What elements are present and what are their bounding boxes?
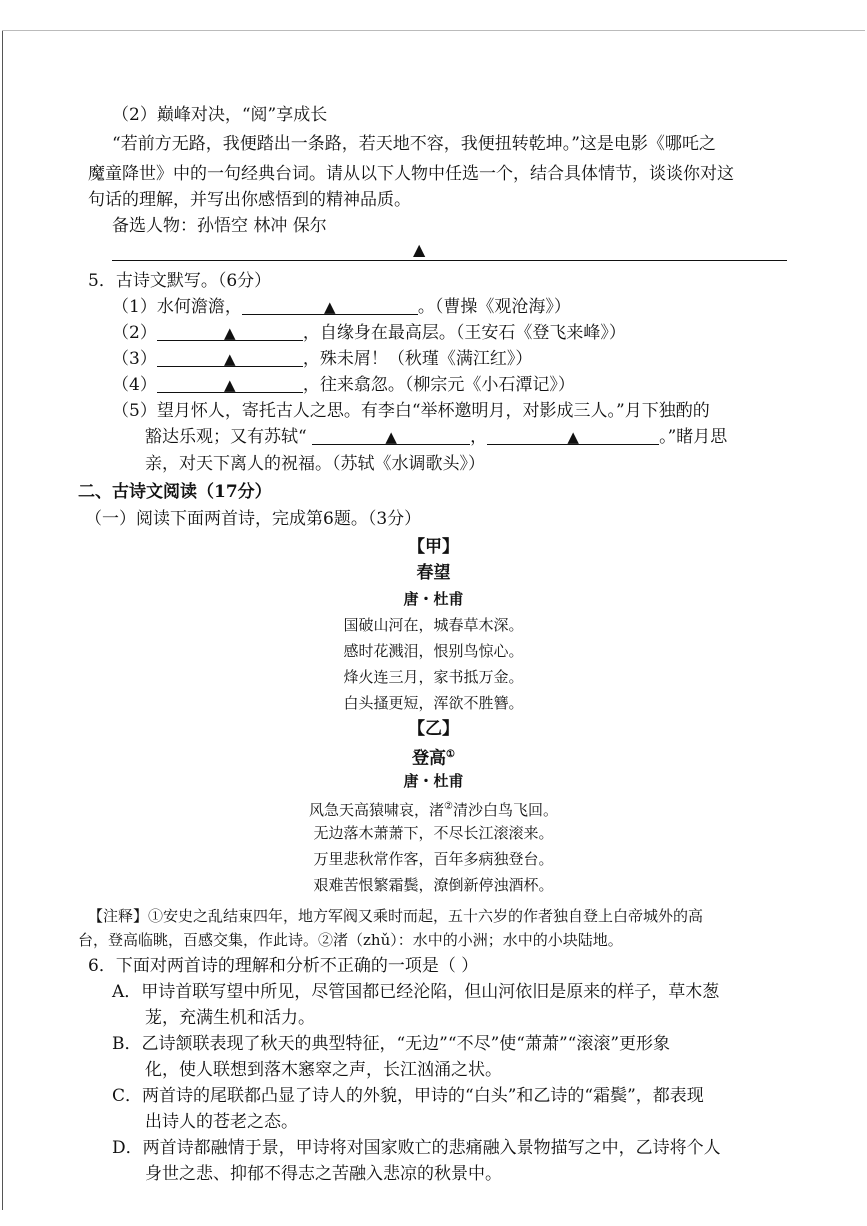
- item-number: （1）: [112, 297, 157, 317]
- fill-blank[interactable]: [157, 322, 303, 341]
- option-line[interactable]: A．甲诗首联写望中所见，尽管国都已经沦陷，但山河依旧是原来的样子，草木葱: [112, 982, 720, 1002]
- poem-line: 白头搔更短，浑欲不胜簪。: [343, 694, 524, 712]
- blank-marker: ▲: [567, 428, 579, 446]
- item-text: 水何澹澹，: [156, 297, 242, 317]
- fill-blank[interactable]: [312, 426, 470, 445]
- q6-stem: 6．下面对两首诗的理解和分析不正确的一项是（ ）: [88, 956, 479, 976]
- answer-line[interactable]: [112, 260, 787, 261]
- poem-title: 春望: [416, 563, 451, 583]
- poem-line: 烽火连三月，家书抵万金。: [343, 668, 524, 686]
- item-number: （3）: [112, 349, 157, 369]
- footnote-marker: ②: [444, 801, 453, 812]
- blank-marker: ▲: [324, 298, 336, 316]
- q5-item: [112, 374, 575, 396]
- q4-part2-title: （2）巅峰对决，“阅”享成长: [112, 105, 328, 125]
- q5-item: [112, 348, 532, 370]
- poem-line: [0, 796, 867, 821]
- notes-line: 台，登高临眺，百感交集，作此诗。②渚（zhǔ）：水中的小洲；水中的小块陆地。: [78, 931, 623, 949]
- poem-line: 无边落木萧萧下，不尽长江滚滚来。: [313, 824, 554, 842]
- poem-author: 唐・杜甫: [403, 590, 464, 608]
- q5-title: 5．古诗文默写。（6分）: [88, 271, 272, 291]
- fill-blank[interactable]: [157, 374, 303, 393]
- poem-line: 国破山河在，城春草木深。: [343, 616, 524, 634]
- poem-text: 清沙白鸟飞回。: [452, 801, 558, 819]
- poem-line: 感时花溅泪，恨别鸟惊心。: [343, 642, 524, 660]
- q4-candidates: 备选人物：孙悟空 林冲 保尔: [112, 216, 327, 236]
- poem-label: 【乙】: [408, 719, 459, 739]
- q4-prompt-line: “若前方无路，我便踏出一条路，若天地不容，我便扭转乾坤。”这是电影《哪吒之: [112, 134, 716, 154]
- blank-marker: ▲: [224, 376, 236, 394]
- q5-item: [112, 322, 626, 344]
- item-text: ，殊未屑！（秋瑾《满江红》）: [302, 349, 533, 369]
- fill-blank[interactable]: [487, 426, 659, 445]
- poem-text: 风急天高猿啸哀，渚: [309, 801, 445, 819]
- blank-marker: ▲: [385, 428, 397, 446]
- q5-item: [112, 296, 571, 318]
- poem-line: 艰难苦恨繁霜鬓，潦倒新停浊酒杯。: [313, 876, 554, 894]
- option-line[interactable]: C．两首诗的尾联都凸显了诗人的外貌，甲诗的“白头”和乙诗的“霜鬓”，都表现: [112, 1086, 704, 1106]
- q4-prompt-line: 魔童降世》中的一句经典台词。请从以下人物中任选一个，结合具体情节，谈谈你对这: [88, 164, 734, 184]
- notes-line: 【注释】①安史之乱结束四年，地方军阀又乘时而起，五十六岁的作者独自登上白帝城外的高: [88, 907, 704, 925]
- item-text: 豁达乐观；又有苏轼“: [145, 427, 307, 447]
- q5-item5-line: 亲，对天下离人的祝福。（苏轼《水调歌头》）: [145, 454, 485, 474]
- poem-label: 【甲】: [408, 537, 459, 557]
- q5-item5-line: [145, 426, 727, 448]
- section-title: 二、古诗文阅读（17分）: [78, 482, 272, 502]
- item-text: ，往来翕忽。（柳宗元《小石潭记》）: [302, 375, 575, 395]
- poem-line: 万里悲秋常作客，百年多病独登台。: [313, 850, 554, 868]
- subsection-title: （一）阅读下面两首诗，完成第6题。（3分）: [85, 509, 422, 529]
- poem-author: 唐・杜甫: [403, 772, 464, 790]
- page-border-top: [2, 30, 865, 31]
- item-text: 。”睹月思: [659, 427, 728, 447]
- item-text: ，自缘身在最高层。（王安石《登飞来峰》）: [302, 323, 626, 343]
- item-text: ，: [470, 427, 488, 447]
- q5-item5-line: （5）望月怀人，寄托古人之思。有李白“举杯邀明月，对影成三人。”月下独酌的: [112, 401, 710, 421]
- poem-title-text: 登高: [412, 748, 447, 769]
- blank-marker: ▲: [224, 350, 236, 368]
- option-line[interactable]: 身世之悲、抑郁不得志之苦融入悲凉的秋景中。: [145, 1164, 502, 1184]
- answer-marker: ▲: [413, 240, 426, 259]
- option-line[interactable]: 化，使人联想到落木窸窣之声，长江汹涌之状。: [145, 1060, 502, 1080]
- fill-blank[interactable]: [242, 296, 418, 315]
- poem-title: [0, 744, 867, 770]
- blank-marker: ▲: [224, 324, 236, 342]
- footnote-marker: ①: [446, 749, 455, 760]
- q4-prompt-line: 句话的理解，并写出你感悟到的精神品质。: [88, 190, 411, 210]
- option-line[interactable]: 出诗人的苍老之态。: [145, 1112, 298, 1132]
- item-number: （2）: [112, 323, 157, 343]
- fill-blank[interactable]: [157, 348, 303, 367]
- item-text: 。（曹操《观沧海》）: [417, 297, 571, 317]
- option-line[interactable]: B．乙诗颔联表现了秋天的典型特征，“无边”“不尽”使“萧萧”“滚滚”更形象: [112, 1034, 671, 1054]
- item-number: （4）: [112, 375, 157, 395]
- option-line[interactable]: D．两首诗都融情于景，甲诗将对国家败亡的悲痛融入景物描写之中，乙诗将个人: [112, 1138, 721, 1158]
- option-line[interactable]: 茏，充满生机和活力。: [145, 1008, 315, 1028]
